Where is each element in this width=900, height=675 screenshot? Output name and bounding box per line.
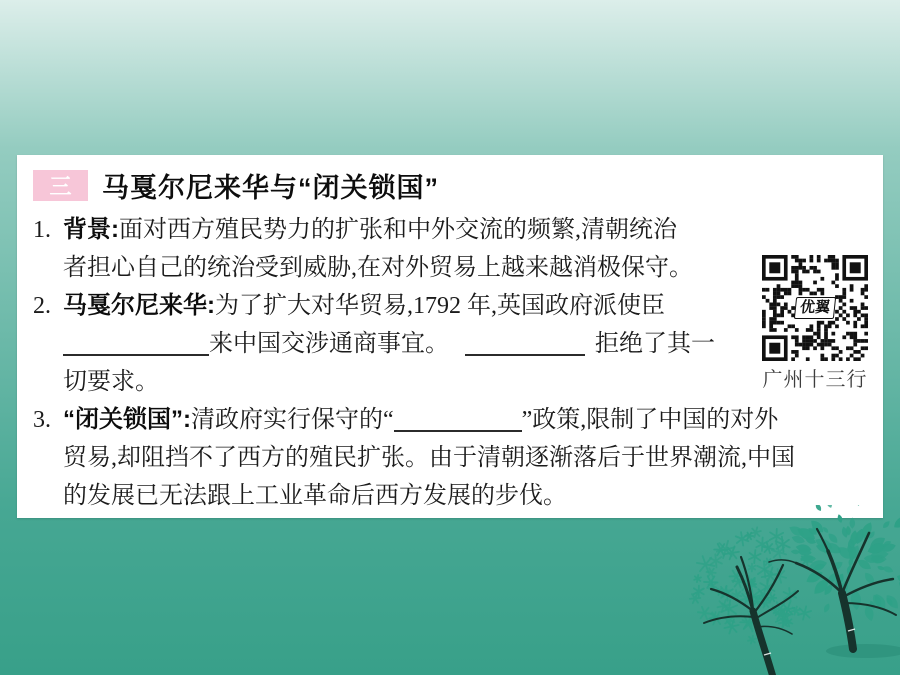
qr-block [761,255,869,392]
answer-blank [465,340,585,356]
answer-blank [394,416,522,432]
trees-decoration [640,505,900,675]
left-tree-foliage [689,527,813,645]
item-number: 3. [33,407,51,433]
qr-center-logo: 优翼 [794,297,836,319]
text-line [33,363,869,401]
item-text: 切要求。 [63,369,159,395]
text-line [33,249,869,287]
title-row [17,155,883,205]
item-number: 2. [33,293,51,319]
content-item [33,211,869,287]
item-text: 为了扩大对华贸易,1792 年,英国政府派使臣 [215,293,665,319]
item-label: 背景: [63,216,119,243]
qr-caption: 广州十三行 [762,369,868,391]
text-line [33,401,869,439]
item-text: 拒绝了其一 [595,331,715,357]
section-number-badge: 三 [33,170,88,201]
text-line [33,325,869,363]
slide-title: 马戛尔尼来华与“闭关锁国” [102,173,439,203]
item-text: ”政策,限制了中国的对外 [521,407,779,433]
text-line [33,287,869,325]
content-item [33,287,869,401]
content-card [17,155,883,518]
text-line [33,211,869,249]
item-label: “闭关锁国”: [63,406,191,433]
item-text: 清政府实行保守的“ [191,407,394,433]
item-text: 者担心自己的统治受到威胁,在对外贸易上越来越消极保守。 [63,255,693,281]
item-text: 的发展已无法跟上工业革命后西方发展的步伐。 [63,483,567,509]
item-label: 马戛尔尼来华: [63,292,215,319]
qr-code [762,255,868,361]
content-body [17,205,883,515]
item-text: 来中国交涉通商事宜。 [209,331,449,357]
text-line [33,439,869,477]
answer-blank [63,340,209,356]
tree-shadow [826,644,900,658]
content-item [33,401,869,515]
item-number: 1. [33,217,51,243]
content-items [33,211,869,515]
item-text: 贸易,却阻挡不了西方的殖民扩张。由于清朝逐渐落后于世界潮流,中国 [63,445,795,471]
item-text: 面对西方殖民势力的扩张和中外交流的频繁,清朝统治 [119,217,677,243]
